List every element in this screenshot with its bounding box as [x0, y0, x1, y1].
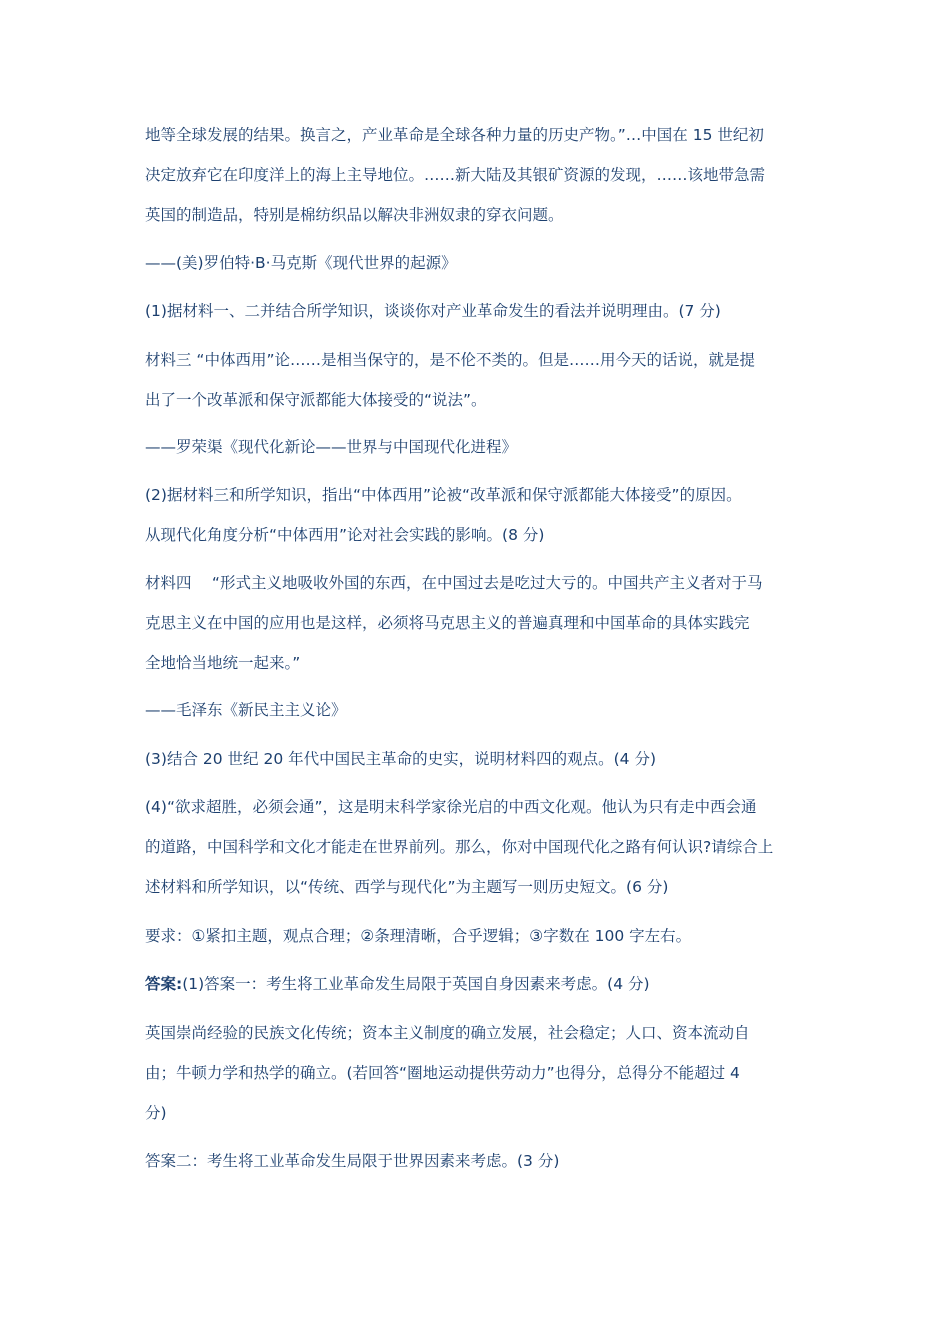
- requirements: [145, 916, 825, 956]
- text-line: 述材料和所学知识，以“传统、西学与现代化”为主题写一则历史短文。(6 分): [145, 878, 669, 896]
- text-line: 全地恰当地统一起来。”: [145, 654, 301, 672]
- text-line: 英国的制造品，特别是棉纺织品以解决非洲奴隶的穿衣问题。: [145, 206, 564, 224]
- requirements-text: 要求：①紧扣主题，观点合理；②条理清晰，合乎逻辑；③字数在 100 字左右。: [145, 927, 692, 945]
- material-excerpt-paragraph: [145, 115, 825, 235]
- text-line: (4)“欲求超胜，必须会通”，这是明末科学家徐光启的中西文化观。他认为只有走中西会通: [145, 798, 757, 816]
- question-4: [145, 787, 825, 907]
- answer-text: (1)答案一：考生将工业革命发生局限于英国自身因素来考虑。(4 分): [182, 975, 650, 993]
- citation-text: ——(美)罗伯特·B·马克斯《现代世界的起源》: [145, 254, 457, 272]
- answer-1-detail: [145, 1013, 825, 1133]
- citation-text: ——毛泽东《新民主主义论》: [145, 701, 347, 719]
- question-2: [145, 475, 825, 555]
- source-citation: [145, 690, 825, 730]
- question-text: (3)结合 20 世纪 20 年代中国民主革命的史实，说明材料四的观点。(4 分): [145, 750, 656, 768]
- question-text: (1)据材料一、二并结合所学知识，谈谈你对产业革命发生的看法并说明理由。(7 分): [145, 302, 721, 320]
- citation-text: ——罗荣渠《现代化新论——世界与中国现代化进程》: [145, 438, 518, 456]
- answer-1: [145, 964, 825, 1004]
- answer-label: 答案:: [145, 975, 183, 993]
- answer-2: [145, 1141, 825, 1181]
- text-line: 从现代化角度分析“中体西用”论对社会实践的影响。(8 分): [145, 526, 545, 544]
- text-line: 英国崇尚经验的民族文化传统；资本主义制度的确立发展，社会稳定；人口、资本流动自: [145, 1024, 750, 1042]
- question-3: [145, 739, 825, 779]
- text-line: 地等全球发展的结果。换言之，产业革命是全球各种力量的历史产物。”…中国在 15 世纪初: [145, 126, 764, 144]
- text-line: 的道路，中国科学和文化才能走在世界前列。那么，你对中国现代化之路有何认识?请综合上: [145, 838, 774, 856]
- material-4: [145, 563, 825, 683]
- text-line: (2)据材料三和所学知识，指出“中体西用”论被“改革派和保守派都能大体接受”的原因。: [145, 486, 742, 504]
- material-3: [145, 340, 825, 420]
- text-line: 决定放弃它在印度洋上的海上主导地位。……新大陆及其银矿资源的发现，……该地带急需: [145, 166, 766, 184]
- text-line: 材料三 “中体西用”论……是相当保守的，是不伦不类的。但是……用今天的话说，就是提: [145, 351, 755, 369]
- answer-text: 答案二：考生将工业革命发生局限于世界因素来考虑。(3 分): [145, 1152, 560, 1170]
- text-line: 由；牛顿力学和热学的确立。(若回答“圈地运动提供劳动力”也得分，总得分不能超过 4: [145, 1064, 740, 1082]
- answer-line: [145, 964, 825, 1004]
- text-line: 克思主义在中国的应用也是这样，必须将马克思主义的普遍真理和中国革命的具体实践完: [145, 614, 750, 632]
- text-line: 分): [145, 1104, 167, 1122]
- text-line: 材料四 “形式主义地吸收外国的东西，在中国过去是吃过大亏的。中国共产主义者对于马: [145, 574, 763, 592]
- text-line: 出了一个改革派和保守派都能大体接受的“说法”。: [145, 391, 487, 409]
- question-1: [145, 291, 825, 331]
- source-citation: [145, 427, 825, 467]
- source-citation: [145, 243, 825, 283]
